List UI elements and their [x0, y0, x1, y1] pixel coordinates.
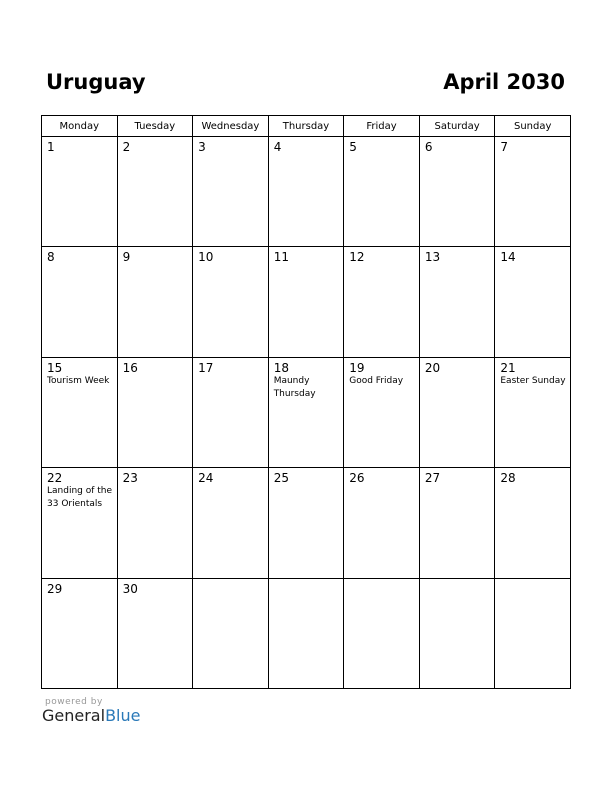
- day-number: 3: [198, 140, 206, 154]
- day-cell: [268, 357, 344, 467]
- day-cell: [117, 578, 193, 688]
- day-cell: [193, 357, 269, 467]
- day-cell: [42, 137, 118, 247]
- day-cell: [419, 468, 495, 578]
- day-cell: [193, 247, 269, 357]
- day-number: 28: [500, 471, 516, 486]
- day-cell: [419, 247, 495, 357]
- day-cell: [117, 247, 193, 357]
- day-number: 18: [273, 360, 289, 375]
- weekday-header: Wednesday: [193, 116, 269, 137]
- day-number: 20: [424, 360, 441, 375]
- day-cell: [344, 578, 420, 688]
- day-number: 12: [349, 250, 365, 265]
- day-cell: [495, 578, 571, 688]
- weekday-header: Friday: [344, 116, 420, 137]
- weekday-header: Sunday: [495, 116, 571, 137]
- day-number: 11: [273, 250, 289, 265]
- day-cell: [193, 468, 269, 578]
- day-cell: [42, 468, 118, 578]
- day-cell: [268, 468, 344, 578]
- day-cell: [117, 137, 193, 247]
- day-number: [193, 579, 268, 583]
- day-number: 27: [424, 471, 441, 486]
- week-row: [42, 578, 571, 688]
- day-cell: [495, 468, 571, 578]
- weekday-header-row: [42, 116, 571, 137]
- brand-blue-text: Blue: [105, 706, 141, 725]
- week-row: [42, 137, 571, 247]
- holiday-label: Maundy Thursday: [273, 375, 316, 399]
- day-cell: [193, 137, 269, 247]
- day-number: [495, 579, 570, 583]
- weekday-header: Tuesday: [117, 116, 193, 137]
- day-cell: [117, 357, 193, 467]
- weekday-header: Thursday: [268, 116, 344, 137]
- holiday-label: Easter Sunday: [500, 375, 566, 386]
- day-cell: [193, 578, 269, 688]
- day-cell: [268, 578, 344, 688]
- day-number: 14: [500, 250, 516, 265]
- holiday-label: Good Friday: [349, 375, 404, 386]
- weekday-header: Monday: [42, 116, 118, 137]
- day-number: 30: [122, 581, 138, 596]
- day-number: 4: [273, 140, 282, 154]
- day-number: 7: [500, 140, 509, 154]
- week-row: [42, 468, 571, 578]
- day-cell: [419, 137, 495, 247]
- day-number: 1: [47, 140, 55, 154]
- day-cell: [117, 468, 193, 578]
- generalblue-logo[interactable]: [42, 707, 140, 725]
- day-number: 25: [273, 471, 289, 486]
- country-title: Uruguay: [46, 70, 146, 94]
- day-cell: [268, 137, 344, 247]
- week-row: [42, 247, 571, 357]
- day-cell: [495, 247, 571, 357]
- day-number: 22: [47, 471, 63, 486]
- day-number: 16: [122, 360, 138, 375]
- week-row: [42, 357, 571, 467]
- day-number: 13: [424, 250, 441, 265]
- holiday-label: Tourism Week: [47, 375, 110, 386]
- day-cell: [419, 357, 495, 467]
- weekday-header: Saturday: [419, 116, 495, 137]
- day-number: 15: [47, 360, 63, 375]
- day-cell: [42, 578, 118, 688]
- day-number: [420, 579, 495, 583]
- month-title: April 2030: [443, 70, 565, 94]
- day-number: 10: [198, 250, 214, 265]
- day-cell: [495, 137, 571, 247]
- day-cell: [268, 247, 344, 357]
- day-cell: [344, 357, 420, 467]
- day-cell: [344, 247, 420, 357]
- day-number: 5: [349, 140, 357, 154]
- holiday-label: Landing of the 33 Orientals: [47, 486, 113, 510]
- day-number: [344, 579, 419, 583]
- day-cell: [495, 357, 571, 467]
- day-number: 23: [122, 471, 138, 486]
- day-cell: [419, 578, 495, 688]
- day-cell: [42, 247, 118, 357]
- calendar-grid: [41, 115, 571, 689]
- brand-general-text: General: [42, 706, 106, 725]
- footer-branding: [42, 697, 140, 725]
- day-number: 8: [47, 250, 55, 265]
- day-number: 6: [424, 140, 433, 154]
- day-number: 24: [198, 471, 214, 486]
- day-number: [269, 579, 344, 583]
- day-cell: [42, 357, 118, 467]
- day-number: 2: [122, 140, 131, 154]
- day-number: 26: [349, 471, 365, 486]
- day-number: 17: [198, 360, 214, 375]
- day-number: 19: [349, 360, 365, 375]
- day-number: 29: [47, 581, 63, 596]
- day-cell: [344, 468, 420, 578]
- day-cell: [344, 137, 420, 247]
- powered-by-text: powered by: [45, 697, 103, 707]
- day-number: 9: [122, 250, 131, 265]
- day-number: 21: [500, 360, 516, 375]
